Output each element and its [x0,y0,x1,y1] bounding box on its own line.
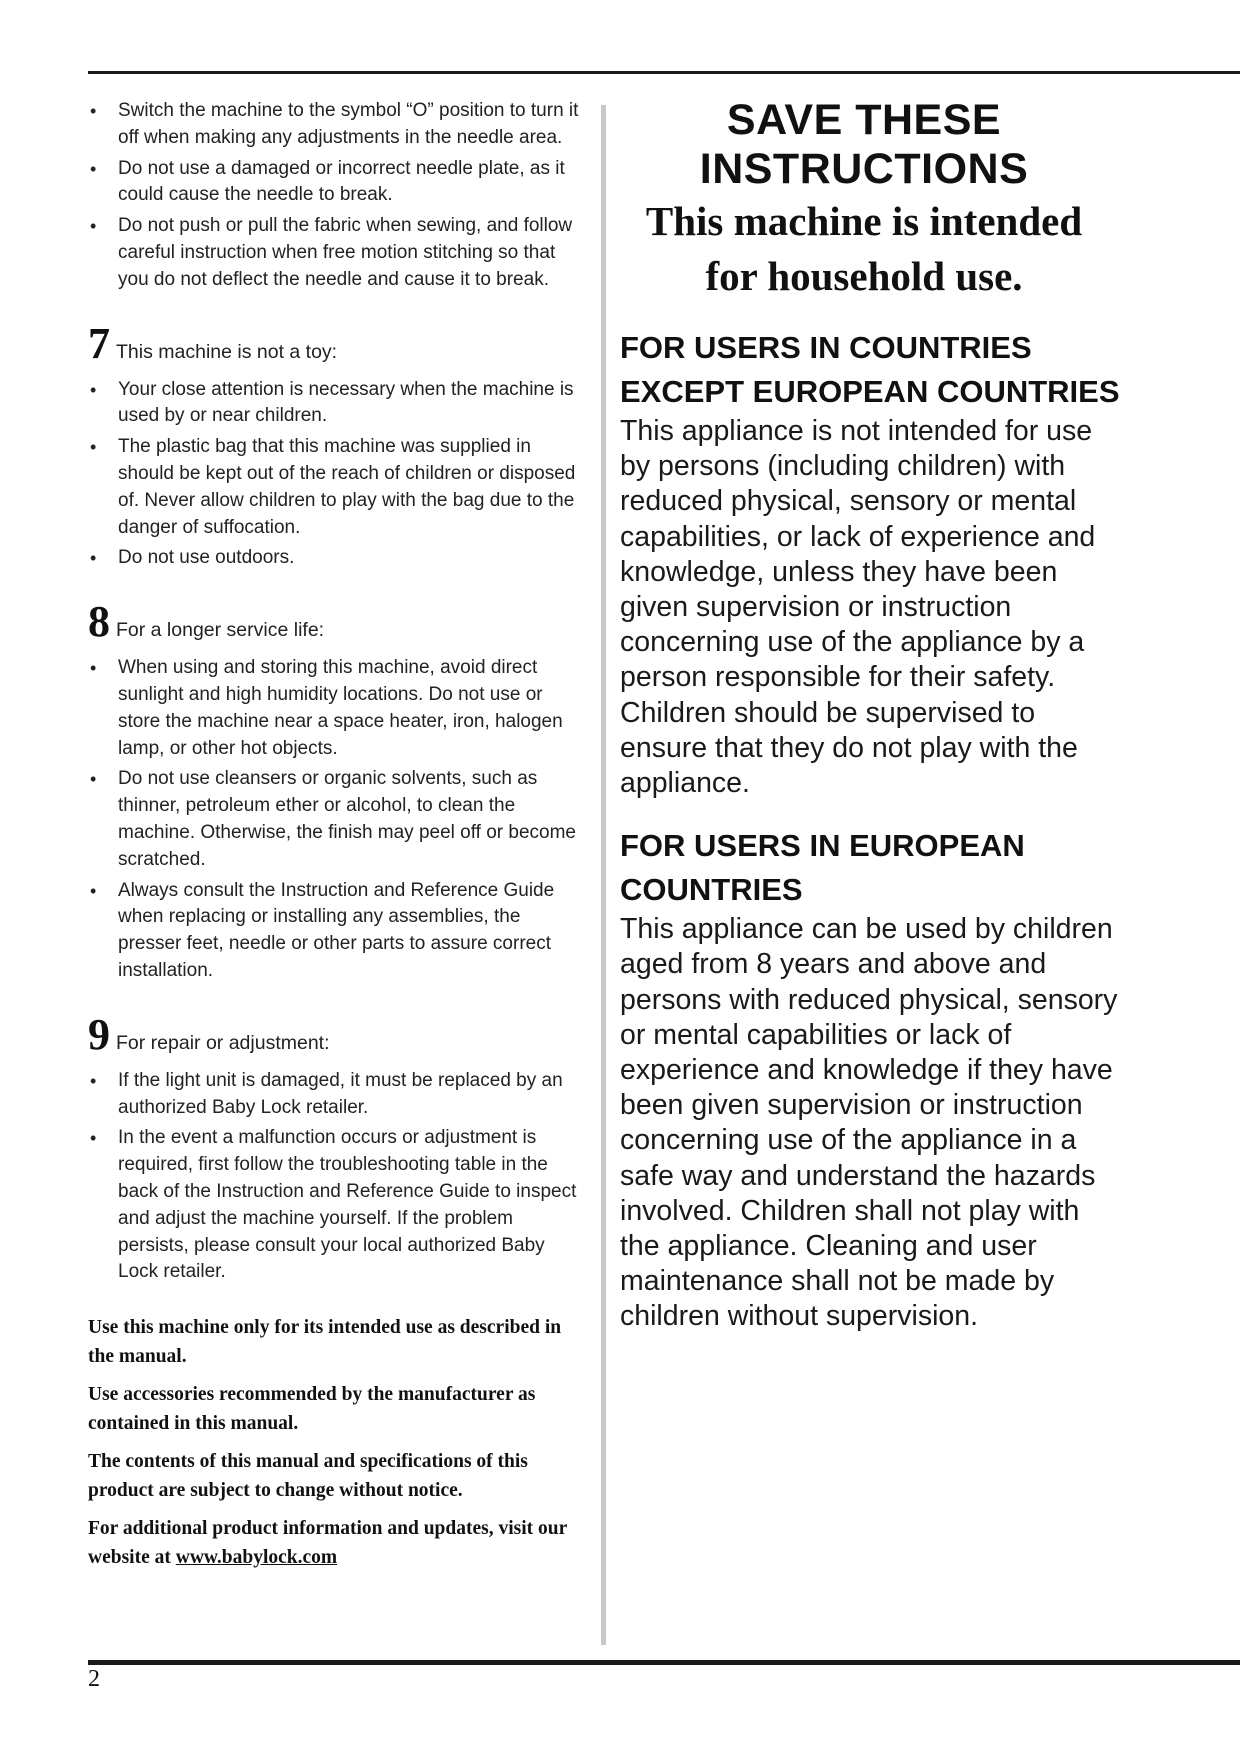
non-eu-paragraph [620,414,1120,801]
section-title: This machine is not a toy: [116,340,338,363]
section-number: 9 [88,1009,110,1059]
bullet-item: • Your close attention is necessary when the machine is used by or near children. [88,377,582,431]
heading-line: EXCEPT EUROPEAN COUNTRIES [620,374,1120,409]
text-line: appliance. [620,767,750,800]
statement-line: This machine is intended [645,198,1083,244]
section-8-bullet-list [88,655,582,985]
website-note-text: For additional product information and updates, visit our website at [88,1518,567,1568]
section-9-heading [88,1009,582,1059]
bullet-item: • The plastic bag that this machine was supplied in should be kept out of the reach of children or disposed of. Never allow children to play with the bag due to the danger of suffocation. [88,434,582,541]
section-9-bullet-list [88,1068,582,1286]
section-title: For a longer service life: [116,619,325,642]
section-8-heading [88,597,582,647]
text-line: concerning use of the appliance in a [620,1124,1077,1157]
text-line: safe way and understand the hazards [620,1159,1096,1192]
text-line: experience and knowledge if they have [620,1054,1113,1087]
heading-line: FOR USERS IN EUROPEAN [620,828,1025,864]
website-link[interactable]: www.babylock.com [175,1546,338,1568]
text-line: person responsible for their safety. [620,661,1056,694]
column-divider [601,105,606,1645]
non-eu-heading [620,326,1120,414]
bullet-item: • In the event a malfunction occurs or adjustment is required, first follow the troubleshooting table in the back of the Instruction and Reference Guide to inspect and adjust the machine yourself. If the problem persists, please consult your local authorized Baby Lock retailer. [88,1125,582,1286]
bullet-item: • Do not use outdoors. [88,545,582,572]
section-title: For repair or adjustment: [116,1031,330,1054]
text-line: Children should be supervised to [620,696,1036,729]
heading-line: COUNTRIES [620,872,803,908]
page-number: 2 [88,1666,100,1692]
closing-notes [88,1314,582,1572]
text-line: or mental capabilities or lack of [620,1018,1012,1051]
text-line: This appliance can be used by children [620,913,1113,946]
section-number: 7 [88,318,110,368]
text-line: children without supervision. [620,1300,979,1333]
bullet-item: • When using and storing this machine, avoid direct sunlight and high humidity locations. Do not use or store the machine near a space heater, iron, halogen lamp, or other hot objects. [88,655,582,762]
title-line: SAVE THESE [726,96,1002,144]
text-line: involved. Children shall not play with [620,1194,1080,1227]
household-use-statement [608,194,1120,304]
text-line: concerning use of the appliance by a [620,626,1085,659]
text-line: been given supervision or instruction [620,1089,1083,1122]
bullet-item: • Always consult the Instruction and Reference Guide when replacing or installing any assemblies, the presser feet, needle or other parts to assure correct installation. [88,878,582,985]
title-line: INSTRUCTIONS [699,145,1029,193]
text-line: capabilities, or lack of experience and [620,520,1096,553]
text-line: This appliance is not intended for use [620,415,1093,447]
note-paragraph: Use accessories recommended by the manufacturer as contained in this manual. [88,1384,536,1434]
bullet-item: • Do not push or pull the fabric when sewing, and follow careful instruction when free motion stitching so that you do not deflect the needle and cause it to break. [88,213,582,293]
intro-bullet-list [88,98,582,294]
note-paragraph: The contents of this manual and specifications of this product are subject to change without notice. [88,1451,528,1501]
section-7-heading [88,318,582,368]
text-line: given supervision or instruction [620,591,1012,624]
eu-heading [620,824,1120,912]
statement-line: for household use. [705,253,1023,299]
text-line: persons with reduced physical, sensory [620,983,1118,1016]
text-line: ensure that they do not play with the [620,731,1078,764]
text-line: maintenance shall not be made by [620,1265,1055,1298]
text-line: knowledge, unless they have been [620,555,1058,588]
bottom-rule [88,1660,1240,1665]
text-line: aged from 8 years and above and [620,948,1047,981]
section-7-bullet-list [88,377,582,573]
save-instructions-title [608,96,1120,194]
right-column [620,96,1120,1335]
eu-paragraph [620,912,1120,1334]
website-note [88,1515,582,1572]
bullet-item: • Do not use cleansers or organic solvents, such as thinner, petroleum ether or alcohol, to clean the machine. Otherwise, the finish may peel off or become scratched. [88,766,582,873]
text-line: by persons (including children) with [620,450,1066,483]
bullet-item: • Do not use a damaged or incorrect needle plate, as it could cause the needle to break. [88,156,582,210]
section-number: 8 [88,597,110,647]
text-line: reduced physical, sensory or mental [620,485,1077,518]
text-line: the appliance. Cleaning and user [620,1230,1037,1263]
note-paragraph: Use this machine only for its intended use as described in the manual. [88,1317,562,1367]
top-rule [88,71,1240,74]
bullet-item: • If the light unit is damaged, it must be replaced by an authorized Baby Lock retailer. [88,1068,582,1122]
left-column [88,98,582,1582]
heading-line: FOR USERS IN COUNTRIES [620,330,1032,365]
bullet-item: • Switch the machine to the symbol “O” position to turn it off when making any adjustments in the needle area. [88,98,582,152]
